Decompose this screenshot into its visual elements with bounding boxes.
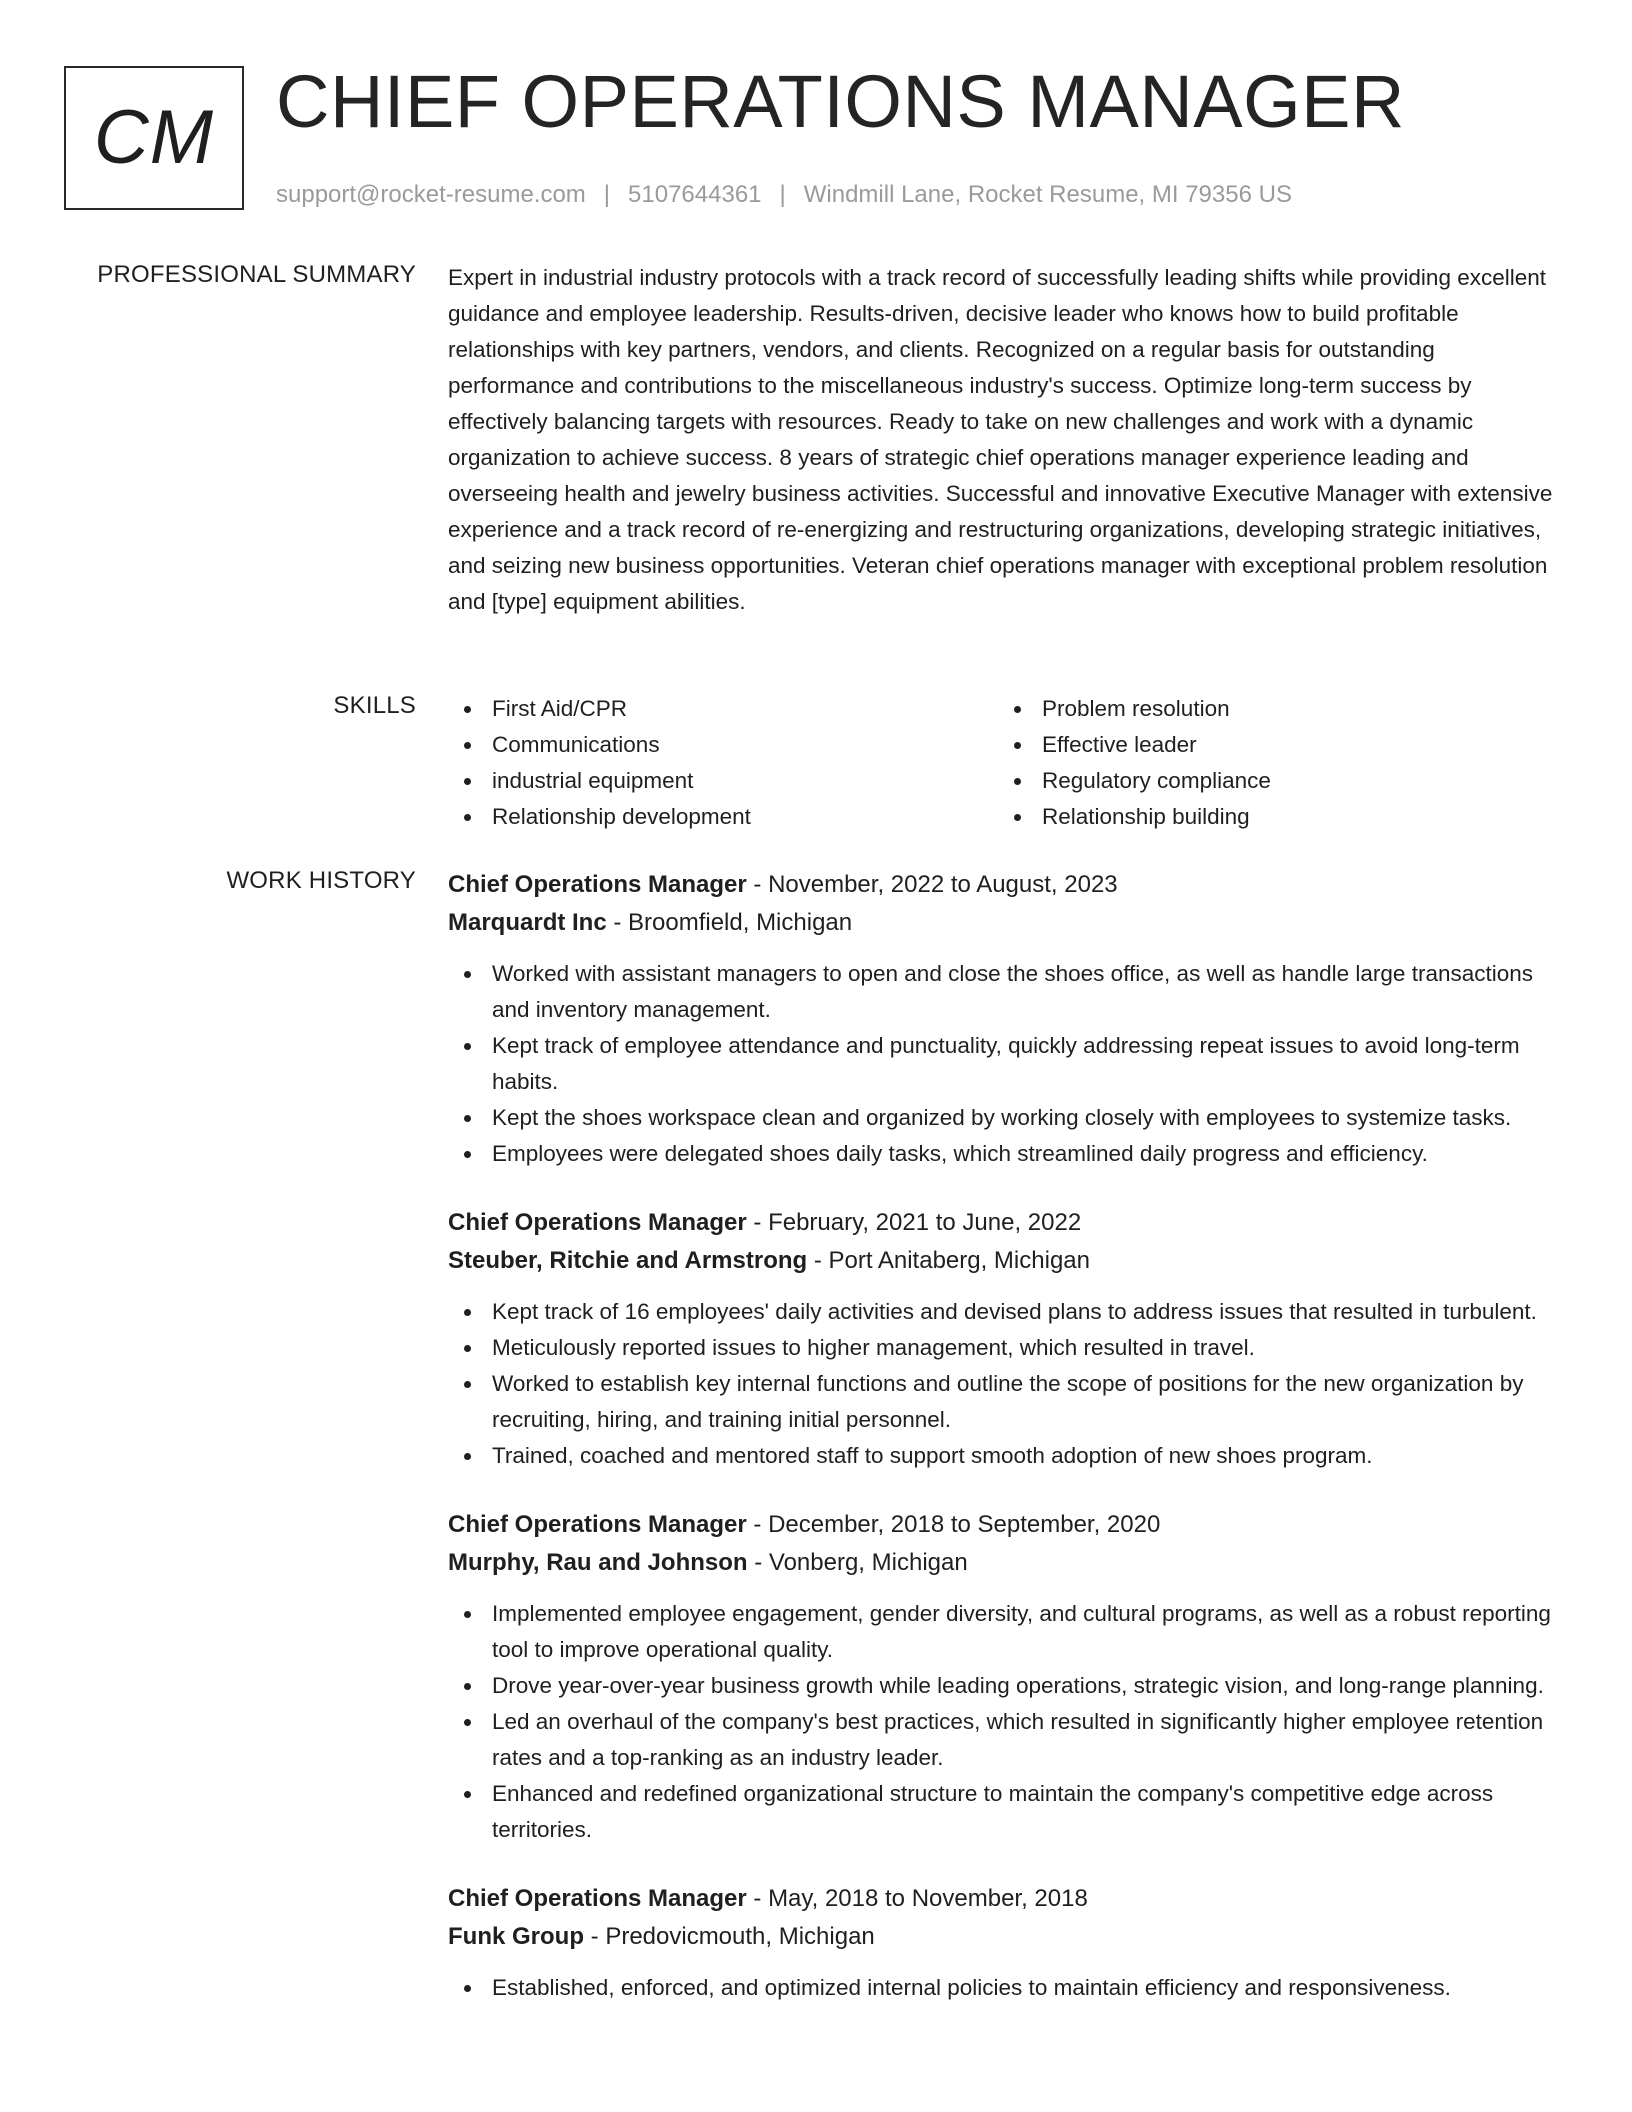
job-company: Funk Group xyxy=(448,1923,584,1950)
job-title: Chief Operations Manager xyxy=(448,1885,747,1912)
section-label-skills: SKILLS xyxy=(333,692,416,719)
skill-item: Relationship building xyxy=(998,799,1548,835)
job-dates: - December, 2018 to September, 2020 xyxy=(746,1511,1161,1538)
job-company-line xyxy=(448,1918,1560,1956)
job-title: Chief Operations Manager xyxy=(448,871,747,898)
job-bullet: Worked to establish key internal functions and outline the scope of positions for the new organization by recruiting, hiring, and training initial personnel. xyxy=(448,1366,1560,1438)
contact-email: support@rocket-resume.com xyxy=(276,181,586,208)
job-location: - Port Anitaberg, Michigan xyxy=(807,1247,1090,1274)
job-location: - Broomfield, Michigan xyxy=(606,909,853,936)
job-company: Murphy, Rau and Johnson xyxy=(448,1549,748,1576)
job-bullet: Drove year-over-year business growth while leading operations, strategic vision, and long-range planning. xyxy=(448,1668,1560,1704)
job-bullets xyxy=(448,956,1560,1172)
job-title-line xyxy=(448,866,1560,904)
skills-grid xyxy=(448,691,1560,835)
job-entry xyxy=(448,1880,1560,2006)
section-label-summary: PROFESSIONAL SUMMARY xyxy=(97,261,416,288)
job-bullet: Worked with assistant managers to open and close the shoes office, as well as handle large transactions and inventory management. xyxy=(448,956,1560,1028)
job-bullets xyxy=(448,1596,1560,1848)
job-bullet: Led an overhaul of the company's best practices, which resulted in significantly higher employee retention rates and a top-ranking as an industry leader. xyxy=(448,1704,1560,1776)
contact-phone: 5107644361 xyxy=(628,181,762,208)
job-company: Marquardt Inc xyxy=(448,909,607,936)
skill-item: Communications xyxy=(448,727,998,763)
skill-item: Relationship development xyxy=(448,799,998,835)
contact-separator: | xyxy=(779,181,786,208)
job-dates: - November, 2022 to August, 2023 xyxy=(746,871,1118,898)
job-bullets xyxy=(448,1970,1560,2006)
job-bullet: Kept track of 16 employees' daily activities and devised plans to address issues that resulted in turbulent. xyxy=(448,1294,1560,1330)
job-title: Chief Operations Manager xyxy=(448,1209,747,1236)
monogram-initials: CM xyxy=(93,95,215,180)
job-location: - Vonberg, Michigan xyxy=(747,1549,968,1576)
job-bullet: Employees were delegated shoes daily tasks, which streamlined daily progress and efficiency. xyxy=(448,1136,1560,1172)
job-title-line xyxy=(448,1204,1560,1242)
skill-item: First Aid/CPR xyxy=(448,691,998,727)
job-entry xyxy=(448,1506,1560,1848)
job-dates: - May, 2018 to November, 2018 xyxy=(746,1885,1088,1912)
job-entry xyxy=(448,1204,1560,1474)
job-company: Steuber, Ritchie and Armstrong xyxy=(448,1247,808,1274)
job-bullet: Meticulously reported issues to higher management, which resulted in travel. xyxy=(448,1330,1560,1366)
job-bullet: Implemented employee engagement, gender diversity, and cultural programs, as well as a robust reporting tool to improve operational quality. xyxy=(448,1596,1560,1668)
section-label-work-history: WORK HISTORY xyxy=(226,867,416,894)
job-company-line xyxy=(448,904,1560,942)
job-entry xyxy=(448,866,1560,1172)
job-bullet: Kept the shoes workspace clean and organized by working closely with employees to systemize tasks. xyxy=(448,1100,1560,1136)
header xyxy=(276,58,1592,210)
contact-address: Windmill Lane, Rocket Resume, MI 79356 US xyxy=(803,181,1292,208)
skills-body xyxy=(448,691,1560,835)
job-bullet: Kept track of employee attendance and punctuality, quickly addressing repeat issues to avoid long-term habits. xyxy=(448,1028,1560,1100)
work-history-body xyxy=(448,866,1560,2006)
contact-line xyxy=(276,180,1592,210)
job-title-line xyxy=(448,1880,1560,1918)
skill-item: Regulatory compliance xyxy=(998,763,1548,799)
contact-separator: | xyxy=(603,181,611,208)
job-title-line xyxy=(448,1506,1560,1544)
job-company-line xyxy=(448,1544,1560,1582)
job-location: - Predovicmouth, Michigan xyxy=(583,1923,875,1950)
skill-item: Problem resolution xyxy=(998,691,1548,727)
job-dates: - February, 2021 to June, 2022 xyxy=(746,1209,1082,1236)
page-title: CHIEF OPERATIONS MANAGER xyxy=(276,60,1405,143)
monogram-box xyxy=(64,66,244,210)
job-bullet: Trained, coached and mentored staff to support smooth adoption of new shoes program. xyxy=(448,1438,1560,1474)
skills-column-left xyxy=(448,691,998,835)
job-title: Chief Operations Manager xyxy=(448,1511,747,1538)
skills-column-right xyxy=(998,691,1548,835)
job-company-line xyxy=(448,1242,1560,1280)
summary-text: Expert in industrial industry protocols with a track record of successfully leading shifts while providing excellent guidance and employee leadership. Results-driven, decisive leader who knows how to build profitable relationships with key partners, vendors, and clients. Recognized on a regular basis for outstanding performance and contributions to the miscellaneous industry's success. Optimize long-term success by effectively balancing targets with resources. Ready to take on new challenges and work with a dynamic organization to achieve success. 8 years of strategic chief operations manager experience leading and overseeing health and jewelry business activities. Successful and innovative Executive Manager with extensive experience and a track record of re-energizing and restructuring organizations, developing strategic initiatives, and seizing new business opportunities. Veteran chief operations manager with exceptional problem resolution and [type] equipment abilities. xyxy=(448,265,1553,614)
job-bullet: Enhanced and redefined organizational structure to maintain the company's competitive edge across territories. xyxy=(448,1776,1560,1848)
summary-body xyxy=(448,260,1560,620)
job-bullets xyxy=(448,1294,1560,1474)
job-bullet: Established, enforced, and optimized internal policies to maintain efficiency and responsiveness. xyxy=(448,1970,1560,2006)
skill-item: Effective leader xyxy=(998,727,1548,763)
skill-item: industrial equipment xyxy=(448,763,998,799)
